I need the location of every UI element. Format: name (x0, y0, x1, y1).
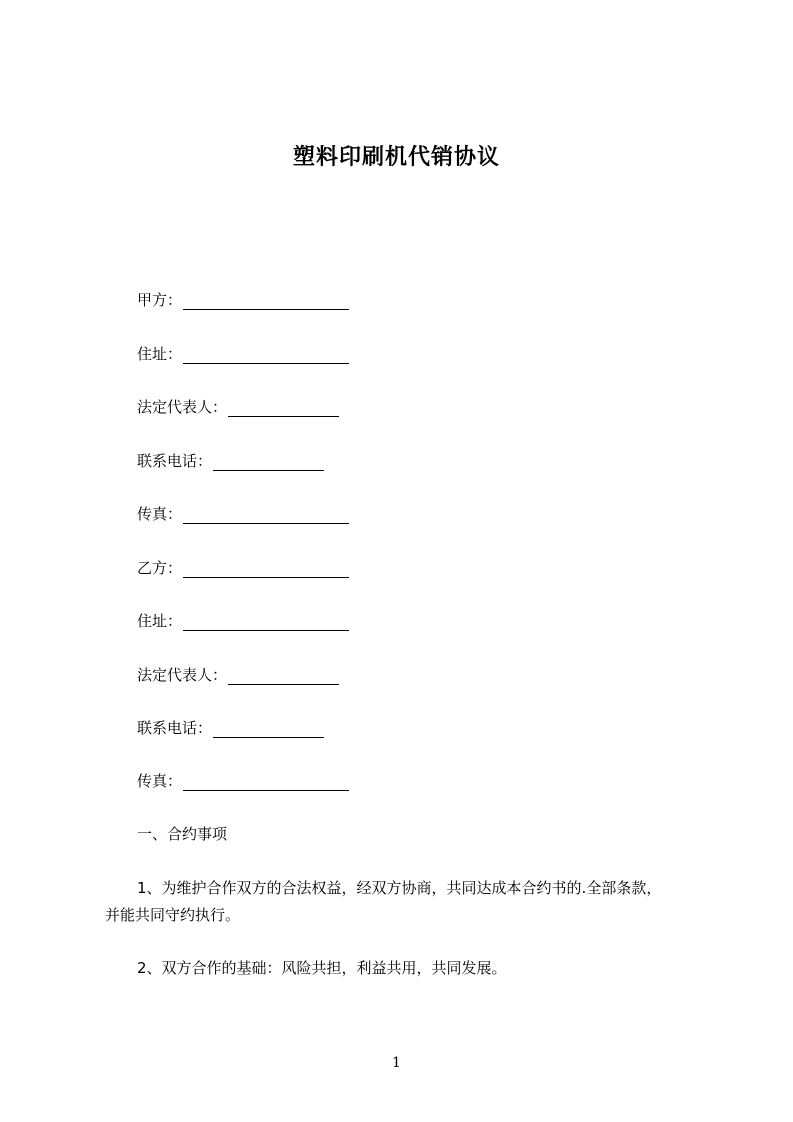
party-a-representative-field (137, 397, 339, 417)
party-b-representative-blank-line (228, 668, 339, 685)
party-b-label: 乙方： (137, 559, 183, 577)
party-b-fax-field (137, 771, 349, 791)
party-a-phone-blank-line (213, 454, 324, 471)
party-a-address-blank-line (183, 347, 349, 364)
party-a-phone-label: 联系电话： (137, 452, 213, 470)
party-b-representative-label: 法定代表人： (137, 666, 228, 684)
party-a-representative-blank-line (228, 400, 339, 417)
party-b-address-blank-line (183, 614, 349, 631)
party-a-fax-field (137, 504, 349, 524)
party-a-phone-field (137, 451, 324, 471)
party-b-fax-label: 传真： (137, 772, 183, 790)
party-b-field (137, 558, 349, 578)
clause-1-line-2: 并能共同守约执行。 (105, 906, 241, 924)
party-a-blank-line (183, 293, 349, 310)
party-a-address-label: 住址： (137, 345, 183, 363)
party-a-address-field (137, 344, 349, 364)
party-b-address-field (137, 611, 349, 631)
clause-2: 2、双方合作的基础：风险共担，利益共用，共同发展。 (137, 959, 507, 977)
party-a-fax-blank-line (183, 507, 349, 524)
clause-1-line-1: 1、为维护合作双方的合法权益，经双方协商，共同达成本合约书的.全部条款， (137, 879, 662, 897)
section-heading-contract-matters: 一、合约事项 (137, 825, 228, 843)
party-a-representative-label: 法定代表人： (137, 398, 228, 416)
party-b-representative-field (137, 665, 339, 685)
party-b-phone-blank-line (213, 721, 324, 738)
party-a-label: 甲方： (137, 291, 183, 309)
party-b-phone-label: 联系电话： (137, 719, 213, 737)
party-a-fax-label: 传真： (137, 505, 183, 523)
party-b-phone-field (137, 718, 324, 738)
party-b-blank-line (183, 561, 349, 578)
party-a-field (137, 290, 349, 310)
party-b-fax-blank-line (183, 774, 349, 791)
page-number: 1 (392, 1055, 401, 1071)
document-title: 塑料印刷机代销协议 (292, 145, 500, 170)
party-b-address-label: 住址： (137, 612, 183, 630)
